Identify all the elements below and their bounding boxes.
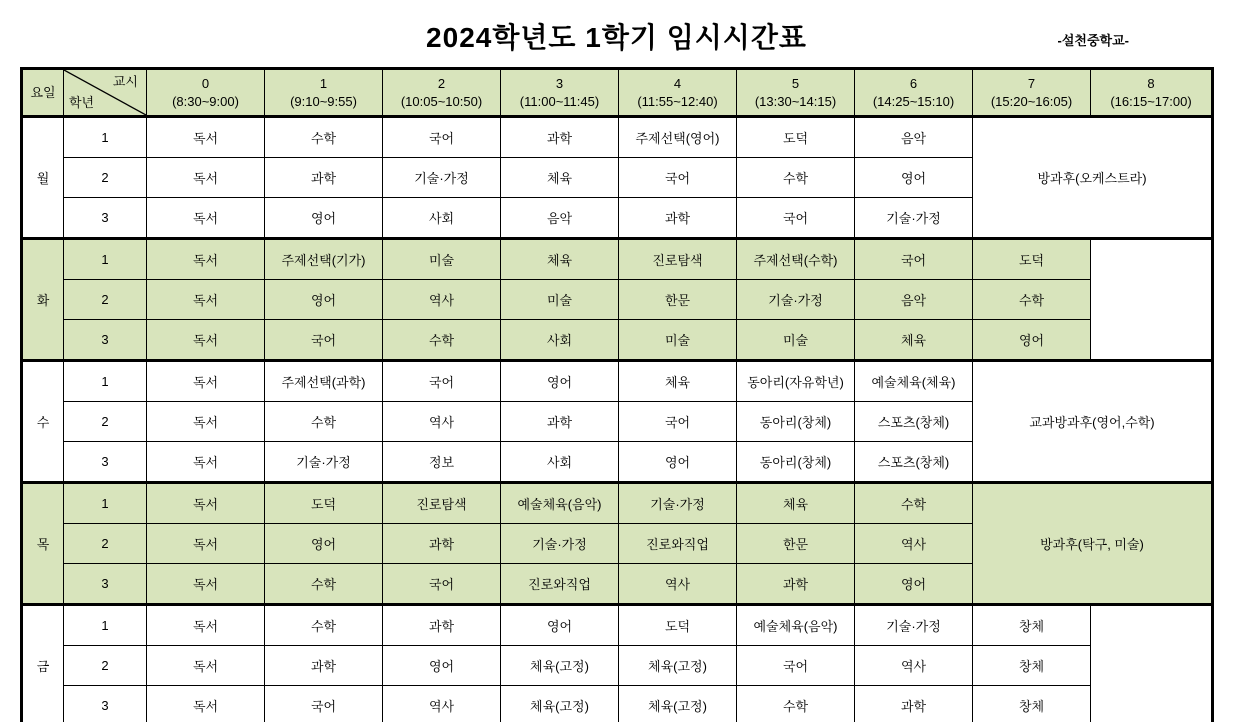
period-time: (16:15~17:00) — [1110, 93, 1192, 109]
timetable-header — [22, 69, 1213, 117]
period-time: (10:05~10:50) — [400, 93, 483, 109]
subject-cell-wed-g3-p1: 기술·가정 — [265, 442, 383, 483]
subject-cell-wed-g2-p6: 스포츠(창체) — [855, 402, 973, 442]
subject-cell-mon-g3-p0: 독서 — [147, 198, 265, 239]
subject-cell-tue-g1-p3: 체육 — [501, 239, 619, 280]
grade-cell-mon-1: 1 — [64, 117, 147, 158]
subject-cell-fri-g1-p3: 영어 — [501, 605, 619, 646]
subject-cell-mon-g3-p3: 음악 — [501, 198, 619, 239]
afterschool-cell-fri — [1091, 605, 1213, 722]
day-cell-tue: 화 — [22, 239, 64, 361]
period-number: 3 — [555, 75, 564, 91]
day-column-header: 요일 — [22, 69, 64, 117]
subject-cell-tue-g2-p1: 영어 — [265, 280, 383, 320]
afterschool-cell-thu: 방과후(탁구, 미술) — [973, 483, 1213, 605]
grade-cell-fri-2: 2 — [64, 646, 147, 686]
subject-cell-mon-g3-p6: 기술·가정 — [855, 198, 973, 239]
subject-cell-fri-g2-p7: 창체 — [973, 646, 1091, 686]
corner-period-label: 교시 — [112, 74, 138, 89]
subject-cell-tue-g3-p5: 미술 — [737, 320, 855, 361]
subject-cell-mon-g2-p2: 기술·가정 — [383, 158, 501, 198]
subject-cell-mon-g2-p3: 체육 — [501, 158, 619, 198]
period-number: 6 — [909, 75, 918, 91]
period-header-4 — [619, 69, 737, 117]
subject-cell-wed-g2-p4: 국어 — [619, 402, 737, 442]
grade-cell-fri-1: 1 — [64, 605, 147, 646]
subject-cell-mon-g1-p5: 도덕 — [737, 117, 855, 158]
grade-cell-thu-2: 2 — [64, 524, 147, 564]
period-time: (8:30~9:00) — [172, 93, 239, 109]
row-tue-grade-1 — [22, 239, 1213, 280]
subject-cell-tue-g2-p4: 한문 — [619, 280, 737, 320]
subject-cell-tue-g2-p7: 수학 — [973, 280, 1091, 320]
timetable — [20, 67, 1214, 722]
subject-cell-mon-g1-p4: 주제선택(영어) — [619, 117, 737, 158]
subject-cell-wed-g2-p3: 과학 — [501, 402, 619, 442]
subject-cell-tue-g2-p6: 음악 — [855, 280, 973, 320]
corner-cell — [64, 69, 147, 117]
corner-grade-label: 학년 — [69, 95, 95, 111]
subject-cell-thu-g1-p4: 기술·가정 — [619, 483, 737, 524]
subject-cell-thu-g3-p6: 영어 — [855, 564, 973, 605]
subject-cell-wed-g3-p5: 동아리(창체) — [737, 442, 855, 483]
subject-cell-fri-g1-p6: 기술·가정 — [855, 605, 973, 646]
subject-cell-wed-g1-p3: 영어 — [501, 361, 619, 402]
subject-cell-thu-g2-p6: 역사 — [855, 524, 973, 564]
period-header-8 — [1091, 69, 1213, 117]
subject-cell-fri-g3-p1: 국어 — [265, 686, 383, 722]
grade-cell-thu-1: 1 — [64, 483, 147, 524]
subject-cell-tue-g1-p6: 국어 — [855, 239, 973, 280]
subject-cell-tue-g1-p0: 독서 — [147, 239, 265, 280]
subject-cell-tue-g2-p0: 독서 — [147, 280, 265, 320]
subject-cell-tue-g3-p6: 체육 — [855, 320, 973, 361]
subject-cell-mon-g1-p2: 국어 — [383, 117, 501, 158]
subject-cell-thu-g2-p5: 한문 — [737, 524, 855, 564]
grade-cell-mon-3: 3 — [64, 198, 147, 239]
subject-cell-fri-g1-p7: 창체 — [973, 605, 1091, 646]
subject-cell-thu-g3-p1: 수학 — [265, 564, 383, 605]
subject-cell-thu-g3-p0: 독서 — [147, 564, 265, 605]
grade-cell-tue-2: 2 — [64, 280, 147, 320]
subject-cell-tue-g3-p3: 사회 — [501, 320, 619, 361]
subject-cell-mon-g3-p1: 영어 — [265, 198, 383, 239]
afterschool-cell-mon: 방과후(오케스트라) — [973, 117, 1213, 239]
period-header-0 — [147, 69, 265, 117]
period-number: 4 — [673, 75, 682, 91]
subject-cell-tue-g1-p2: 미술 — [383, 239, 501, 280]
subject-cell-fri-g1-p1: 수학 — [265, 605, 383, 646]
subject-cell-thu-g1-p5: 체육 — [737, 483, 855, 524]
period-number: 0 — [201, 75, 210, 91]
page-title: 2024학년도 1학기 임시시간표 — [426, 22, 807, 53]
day-cell-mon: 월 — [22, 117, 64, 239]
subject-cell-wed-g3-p2: 정보 — [383, 442, 501, 483]
subject-cell-mon-g1-p3: 과학 — [501, 117, 619, 158]
subject-cell-fri-g3-p2: 역사 — [383, 686, 501, 722]
period-number: 5 — [791, 75, 800, 91]
subject-cell-fri-g3-p6: 과학 — [855, 686, 973, 722]
afterschool-cell-wed: 교과방과후(영어,수학) — [973, 361, 1213, 483]
subject-cell-fri-g1-p2: 과학 — [383, 605, 501, 646]
subject-cell-fri-g3-p4: 체육(고정) — [619, 686, 737, 722]
subject-cell-fri-g2-p4: 체육(고정) — [619, 646, 737, 686]
subject-cell-mon-g2-p6: 영어 — [855, 158, 973, 198]
subject-cell-tue-g1-p4: 진로탐색 — [619, 239, 737, 280]
grade-cell-wed-2: 2 — [64, 402, 147, 442]
subject-cell-fri-g3-p0: 독서 — [147, 686, 265, 722]
subject-cell-wed-g1-p1: 주제선택(과학) — [265, 361, 383, 402]
subject-cell-mon-g1-p0: 독서 — [147, 117, 265, 158]
day-cell-fri: 금 — [22, 605, 64, 722]
period-time: (14:25~15:10) — [872, 93, 955, 109]
subject-cell-mon-g3-p2: 사회 — [383, 198, 501, 239]
subject-cell-wed-g3-p3: 사회 — [501, 442, 619, 483]
subject-cell-tue-g2-p5: 기술·가정 — [737, 280, 855, 320]
subject-cell-wed-g3-p4: 영어 — [619, 442, 737, 483]
period-number: 8 — [1147, 75, 1155, 91]
period-time: (9:10~9:55) — [290, 93, 357, 109]
subject-cell-wed-g1-p6: 예술체육(체육) — [855, 361, 973, 402]
subject-cell-fri-g1-p5: 예술체육(음악) — [737, 605, 855, 646]
subject-cell-thu-g1-p1: 도덕 — [265, 483, 383, 524]
subject-cell-wed-g1-p4: 체육 — [619, 361, 737, 402]
subject-cell-tue-g3-p4: 미술 — [619, 320, 737, 361]
grade-cell-tue-3: 3 — [64, 320, 147, 361]
grade-cell-fri-3: 3 — [64, 686, 147, 722]
subject-cell-thu-g1-p2: 진로탐색 — [383, 483, 501, 524]
subject-cell-fri-g2-p0: 독서 — [147, 646, 265, 686]
period-header-2 — [383, 69, 501, 117]
grade-cell-tue-1: 1 — [64, 239, 147, 280]
row-fri-grade-3 — [22, 686, 1213, 722]
row-wed-grade-1 — [22, 361, 1213, 402]
row-fri-grade-2 — [22, 646, 1213, 686]
period-time: (11:55~12:40) — [637, 93, 718, 109]
period-time: (11:00~11:45) — [519, 93, 600, 109]
grade-cell-mon-2: 2 — [64, 158, 147, 198]
period-time: (15:20~16:05) — [990, 93, 1073, 109]
subject-cell-fri-g2-p1: 과학 — [265, 646, 383, 686]
period-header-6 — [855, 69, 973, 117]
subject-cell-fri-g3-p7: 창체 — [973, 686, 1091, 722]
period-header-7 — [973, 69, 1091, 117]
subject-cell-thu-g2-p2: 과학 — [383, 524, 501, 564]
subject-cell-mon-g2-p1: 과학 — [265, 158, 383, 198]
subject-cell-wed-g1-p0: 독서 — [147, 361, 265, 402]
subject-cell-wed-g2-p5: 동아리(창체) — [737, 402, 855, 442]
subject-cell-fri-g1-p4: 도덕 — [619, 605, 737, 646]
period-time: (13:30~14:15) — [754, 93, 837, 109]
period-header-3 — [501, 69, 619, 117]
row-tue-grade-2 — [22, 280, 1213, 320]
period-number: 1 — [319, 75, 328, 91]
subject-cell-wed-g3-p0: 독서 — [147, 442, 265, 483]
subject-cell-thu-g2-p1: 영어 — [265, 524, 383, 564]
school-name: -설천중학교- — [1057, 33, 1129, 48]
subject-cell-mon-g3-p5: 국어 — [737, 198, 855, 239]
subject-cell-wed-g1-p2: 국어 — [383, 361, 501, 402]
subject-cell-tue-g1-p5: 주제선택(수학) — [737, 239, 855, 280]
timetable-body — [22, 117, 1213, 722]
subject-cell-tue-g2-p3: 미술 — [501, 280, 619, 320]
subject-cell-mon-g2-p5: 수학 — [737, 158, 855, 198]
subject-cell-fri-g2-p6: 역사 — [855, 646, 973, 686]
subject-cell-thu-g1-p3: 예술체육(음악) — [501, 483, 619, 524]
subject-cell-tue-g3-p7: 영어 — [973, 320, 1091, 361]
header-row — [22, 69, 1213, 117]
grade-cell-wed-3: 3 — [64, 442, 147, 483]
row-fri-grade-1 — [22, 605, 1213, 646]
subject-cell-mon-g2-p4: 국어 — [619, 158, 737, 198]
subject-cell-fri-g3-p5: 수학 — [737, 686, 855, 722]
subject-cell-tue-g1-p7: 도덕 — [973, 239, 1091, 280]
subject-cell-thu-g1-p6: 수학 — [855, 483, 973, 524]
subject-cell-mon-g3-p4: 과학 — [619, 198, 737, 239]
subject-cell-wed-g2-p0: 독서 — [147, 402, 265, 442]
day-cell-wed: 수 — [22, 361, 64, 483]
subject-cell-fri-g2-p5: 국어 — [737, 646, 855, 686]
period-number: 7 — [1027, 75, 1036, 91]
subject-cell-fri-g2-p2: 영어 — [383, 646, 501, 686]
period-number: 2 — [437, 75, 446, 91]
grade-cell-wed-1: 1 — [64, 361, 147, 402]
subject-cell-wed-g2-p2: 역사 — [383, 402, 501, 442]
subject-cell-wed-g1-p5: 동아리(자유학년) — [737, 361, 855, 402]
subject-cell-fri-g2-p3: 체육(고정) — [501, 646, 619, 686]
subject-cell-tue-g3-p0: 독서 — [147, 320, 265, 361]
period-header-1 — [265, 69, 383, 117]
row-mon-grade-1 — [22, 117, 1213, 158]
subject-cell-mon-g1-p1: 수학 — [265, 117, 383, 158]
subject-cell-fri-g1-p0: 독서 — [147, 605, 265, 646]
row-thu-grade-1 — [22, 483, 1213, 524]
subject-cell-thu-g3-p2: 국어 — [383, 564, 501, 605]
subject-cell-thu-g2-p3: 기술·가정 — [501, 524, 619, 564]
subject-cell-thu-g3-p4: 역사 — [619, 564, 737, 605]
subject-cell-thu-g3-p3: 진로와직업 — [501, 564, 619, 605]
subject-cell-fri-g3-p3: 체육(고정) — [501, 686, 619, 722]
grade-cell-thu-3: 3 — [64, 564, 147, 605]
subject-cell-thu-g1-p0: 독서 — [147, 483, 265, 524]
period-header-5 — [737, 69, 855, 117]
subject-cell-tue-g3-p1: 국어 — [265, 320, 383, 361]
corner-diagonal-wrap — [64, 70, 146, 115]
subject-cell-thu-g2-p4: 진로와직업 — [619, 524, 737, 564]
subject-cell-tue-g2-p2: 역사 — [383, 280, 501, 320]
subject-cell-tue-g3-p2: 수학 — [383, 320, 501, 361]
subject-cell-tue-g1-p1: 주제선택(기가) — [265, 239, 383, 280]
day-cell-thu: 목 — [22, 483, 64, 605]
subject-cell-thu-g3-p5: 과학 — [737, 564, 855, 605]
subject-cell-wed-g2-p1: 수학 — [265, 402, 383, 442]
subject-cell-mon-g2-p0: 독서 — [147, 158, 265, 198]
subject-cell-mon-g1-p6: 음악 — [855, 117, 973, 158]
afterschool-cell-tue — [1091, 239, 1213, 361]
subject-cell-thu-g2-p0: 독서 — [147, 524, 265, 564]
row-tue-grade-3 — [22, 320, 1213, 361]
subject-cell-wed-g3-p6: 스포츠(창체) — [855, 442, 973, 483]
